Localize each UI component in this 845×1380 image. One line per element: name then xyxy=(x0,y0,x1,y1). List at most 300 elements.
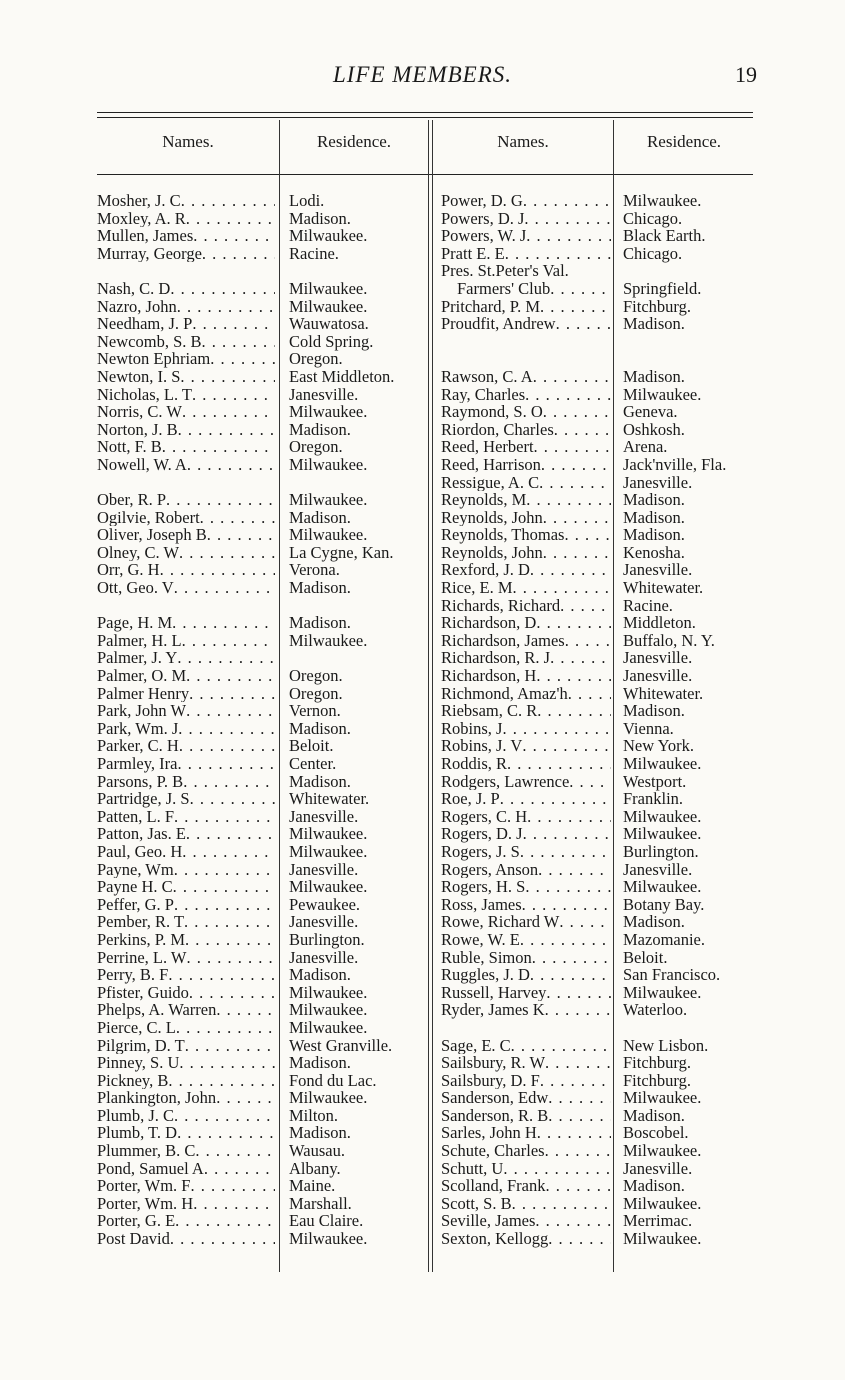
member-name-text: Ross, James xyxy=(441,895,522,914)
leader-dots xyxy=(192,315,275,333)
leader-dots xyxy=(186,702,275,720)
member-residence: Buffalo, N. Y. xyxy=(623,630,715,650)
member-name-text: Olney, C. W xyxy=(97,543,180,562)
member-name xyxy=(97,386,275,404)
member-residence: Cold Spring. xyxy=(289,331,374,351)
member-name-text: Powers, D. J xyxy=(441,209,525,228)
member-name-text: Parker, C. H xyxy=(97,737,179,755)
leader-dots xyxy=(511,1037,611,1055)
spacer xyxy=(441,350,611,368)
leader-dots xyxy=(500,790,611,808)
member-name xyxy=(441,614,611,632)
member-name xyxy=(97,702,275,720)
member-name-text: Ogilvie, Robert xyxy=(97,508,200,527)
leader-dots xyxy=(180,368,275,386)
member-name xyxy=(441,262,611,280)
member-name xyxy=(97,579,275,597)
member-name xyxy=(441,579,611,597)
member-residence: Madison. xyxy=(623,507,685,527)
member-name-text: Pinney, S. U xyxy=(97,1054,180,1072)
member-name-text: Payne, Wm xyxy=(97,860,174,879)
leader-dots xyxy=(525,878,611,896)
leader-dots xyxy=(168,1072,275,1090)
member-residence: Madison. xyxy=(289,578,351,598)
member-name-text: Pratt E. E xyxy=(441,244,505,263)
leader-dots xyxy=(189,984,275,1002)
top-rule-outer xyxy=(97,112,753,113)
member-name xyxy=(441,1054,611,1072)
member-residence: Geneva. xyxy=(623,402,678,422)
member-name-text: Parmley, Ira xyxy=(97,755,178,773)
member-residence: Milwaukee. xyxy=(623,824,702,844)
member-residence: Milwaukee. xyxy=(289,1017,368,1037)
member-name xyxy=(441,509,611,527)
leader-dots xyxy=(184,913,275,931)
member-name-text: Ruggles, J. D xyxy=(441,966,530,984)
leader-dots xyxy=(530,966,611,984)
page-title: LIFE MEMBERS. xyxy=(332,62,513,87)
leader-dots xyxy=(185,1037,275,1055)
member-name xyxy=(97,544,275,562)
leader-dots xyxy=(534,438,611,456)
member-residence: Madison. xyxy=(289,718,351,738)
member-residence: Janesville. xyxy=(289,384,359,404)
leader-dots xyxy=(177,649,275,667)
member-residence: Milwaukee. xyxy=(289,490,368,510)
member-name-text: Seville, James xyxy=(441,1212,536,1231)
member-name xyxy=(441,720,611,738)
member-name xyxy=(97,720,275,738)
member-name-text: Roddis, R xyxy=(441,755,508,773)
leader-dots xyxy=(548,1230,611,1248)
leader-dots xyxy=(190,1177,275,1195)
member-residence: Oregon. xyxy=(289,683,343,703)
member-residence: Racine. xyxy=(623,595,673,615)
member-name-text: Ryder, James K xyxy=(441,1001,545,1019)
member-name-text: Proudfit, Andrew xyxy=(441,315,556,333)
member-residence: Milwaukee. xyxy=(623,806,702,826)
member-residence: Chicago. xyxy=(623,243,683,263)
leader-dots xyxy=(192,386,275,404)
leader-dots xyxy=(548,1089,611,1107)
leader-dots xyxy=(172,614,275,632)
member-name xyxy=(441,843,611,861)
member-name-text: Sanderson, Edw xyxy=(441,1089,549,1107)
member-residence: Madison. xyxy=(289,1123,351,1143)
member-name-text: Raymond, S. O xyxy=(441,403,543,421)
member-name-text: Robins, J xyxy=(441,719,503,738)
member-name-text: Phelps, A. Warren xyxy=(97,1001,217,1019)
leader-dots xyxy=(545,1054,611,1072)
member-name-text: Porter, Wm. F xyxy=(97,1177,191,1195)
member-name xyxy=(441,1195,611,1213)
member-name xyxy=(441,403,611,421)
spacer xyxy=(289,262,424,280)
member-residence: Milwaukee. xyxy=(289,278,368,298)
member-name xyxy=(97,913,275,931)
member-name-text: Pritchard, P. M xyxy=(441,297,540,316)
member-residence: Milwaukee. xyxy=(289,1088,368,1108)
member-name xyxy=(441,438,611,456)
leader-dots xyxy=(526,227,611,245)
member-name xyxy=(97,210,275,228)
member-name-text: Sage, E. C xyxy=(441,1036,511,1055)
member-name-text: Sexton, Kellogg xyxy=(441,1230,549,1248)
leader-dots xyxy=(568,685,611,703)
member-residence: Oregon. xyxy=(289,666,343,686)
member-residence: Madison. xyxy=(289,419,351,439)
member-name-text: Patten, L. F xyxy=(97,807,174,826)
member-residence: Milwaukee. xyxy=(623,982,702,1002)
member-name xyxy=(441,1230,611,1248)
leader-dots xyxy=(522,737,611,755)
member-name-text: Palmer Henry xyxy=(97,684,190,703)
member-name-text: Ruble, Simon xyxy=(441,948,532,967)
spacer xyxy=(441,1019,611,1037)
leader-dots xyxy=(174,861,275,879)
leader-dots xyxy=(507,755,611,773)
member-name-text: Pres. St.Peter's Val. xyxy=(441,262,569,280)
member-name-text: Nazro, John xyxy=(97,297,177,316)
leader-dots xyxy=(524,210,611,228)
member-name-text: Reynolds, John xyxy=(441,543,543,562)
member-name-text: Mosher, J. C xyxy=(97,192,181,210)
member-name xyxy=(441,790,611,808)
member-name xyxy=(441,561,611,579)
member-name-text: Richardson, H xyxy=(441,667,537,685)
member-name xyxy=(97,1177,275,1195)
member-name xyxy=(441,1072,611,1090)
leader-dots xyxy=(210,350,275,368)
member-name-text: Ray, Charles xyxy=(441,385,526,404)
member-name xyxy=(441,966,611,984)
member-residence: Franklin. xyxy=(623,789,684,809)
leader-dots xyxy=(170,280,275,298)
running-header xyxy=(0,62,845,94)
member-name xyxy=(97,632,275,650)
member-residence: Madison. xyxy=(623,912,685,932)
member-residence: New Lisbon. xyxy=(623,1035,709,1055)
member-name-text: Roe, J. P xyxy=(441,790,500,808)
leader-dots xyxy=(179,737,275,755)
member-name-text: Nowell, W. A xyxy=(97,455,187,474)
member-name xyxy=(441,685,611,703)
member-residence: Boscobel. xyxy=(623,1123,689,1143)
member-residence: Madison. xyxy=(623,490,685,510)
member-residence: Madison. xyxy=(289,771,351,791)
member-name-text: Nash, C. D xyxy=(97,279,171,298)
member-name xyxy=(441,755,611,773)
member-name-text: Newton, I. S xyxy=(97,367,181,386)
member-name-text: Nott, F. B xyxy=(97,438,162,456)
leader-dots xyxy=(543,403,611,421)
member-residence: Botany Bay. xyxy=(623,894,705,914)
member-name-text: Pierce, C. L xyxy=(97,1018,176,1037)
member-name xyxy=(97,1037,275,1055)
member-name-text: Payne H. C xyxy=(97,878,173,896)
leader-dots xyxy=(174,1107,275,1125)
leader-dots xyxy=(183,773,275,791)
member-name xyxy=(441,667,611,685)
member-name-text: Rogers, J. S xyxy=(441,842,520,861)
member-name xyxy=(441,280,611,298)
leader-dots xyxy=(187,456,275,474)
member-name xyxy=(97,456,275,474)
member-residence: Janesville. xyxy=(289,859,359,879)
member-name-text: Palmer, O. M xyxy=(97,667,187,685)
member-residence: Madison. xyxy=(623,314,685,334)
member-residence: Janesville. xyxy=(623,859,693,879)
leader-dots xyxy=(545,1001,611,1019)
member-name-text: Robins, J. V xyxy=(441,737,523,755)
member-residence: Milwaukee. xyxy=(289,630,368,650)
member-residence: Fond du Lac. xyxy=(289,1070,377,1090)
member-name-text: Plumb, T. D xyxy=(97,1124,178,1143)
member-name xyxy=(97,737,275,755)
member-name xyxy=(97,773,275,791)
member-residence: Milwaukee. xyxy=(623,1141,702,1161)
member-name xyxy=(97,368,275,386)
leader-dots xyxy=(160,561,275,579)
leader-dots xyxy=(502,720,611,738)
member-residence: Beloit. xyxy=(623,947,668,967)
leader-dots xyxy=(540,298,611,316)
member-name-text: Riordon, Charles xyxy=(441,420,554,439)
member-residence: Burlington. xyxy=(289,929,365,949)
leader-dots xyxy=(513,579,612,597)
member-residence: Milwaukee. xyxy=(289,877,368,897)
leader-dots xyxy=(182,403,275,421)
leader-dots xyxy=(520,931,611,949)
member-name-text: Nicholas, L. T xyxy=(97,385,193,404)
member-name xyxy=(97,227,275,245)
member-residence: Madison. xyxy=(289,507,351,527)
leader-dots xyxy=(538,861,611,879)
member-name-text: Pickney, B xyxy=(97,1071,169,1090)
member-name-text: Sarles, John H xyxy=(441,1124,537,1143)
leader-dots xyxy=(527,808,611,826)
leader-dots xyxy=(162,438,275,456)
member-name xyxy=(97,878,275,896)
leader-dots xyxy=(174,579,275,597)
column-divider-3 xyxy=(613,120,614,1272)
member-name xyxy=(441,1212,611,1230)
leader-dots xyxy=(525,386,611,404)
leader-dots xyxy=(168,966,275,984)
member-name-text: Reed, Herbert xyxy=(441,438,534,456)
leader-dots xyxy=(537,1124,611,1142)
member-residence: Beloit. xyxy=(289,736,334,756)
leader-dots xyxy=(536,614,611,632)
member-residence: Chicago. xyxy=(623,208,683,228)
leader-dots xyxy=(522,896,611,914)
member-name-text: Schute, Charles xyxy=(441,1142,545,1160)
member-name-text: Palmer, H. L xyxy=(97,631,182,650)
leader-dots xyxy=(182,632,275,650)
member-name xyxy=(97,192,275,210)
member-residence: Milwaukee. xyxy=(289,841,368,861)
member-name-text: Plummer, B. C xyxy=(97,1142,196,1160)
member-name xyxy=(97,421,275,439)
leader-dots xyxy=(505,245,611,263)
member-name-text: Reynolds, John xyxy=(441,508,543,527)
member-name xyxy=(441,456,611,474)
leader-dots xyxy=(177,755,275,773)
leader-dots xyxy=(173,878,275,896)
leader-dots xyxy=(207,526,275,544)
member-name-text: Parsons, P. B xyxy=(97,772,184,791)
member-name-text: Peffer, G. P xyxy=(97,895,174,914)
member-residence: Milwaukee. xyxy=(623,1088,702,1108)
member-name-text: Richmond, Amaz'h xyxy=(441,684,568,703)
member-name xyxy=(97,843,275,861)
member-residence: Arena. xyxy=(623,437,668,457)
right-names-column xyxy=(441,192,611,1248)
leader-dots xyxy=(193,227,275,245)
spacer xyxy=(289,597,424,615)
member-name xyxy=(441,1160,611,1178)
member-residence: Maine. xyxy=(289,1176,336,1196)
column-divider-2b xyxy=(432,120,433,1272)
member-name-text: Rowe, W. E xyxy=(441,930,520,949)
member-residence: Oregon. xyxy=(289,349,343,369)
member-residence: Albany. xyxy=(289,1158,341,1178)
member-name xyxy=(97,509,275,527)
member-name-text: Plumb, J. C xyxy=(97,1106,175,1125)
member-residence: Milwaukee. xyxy=(623,754,702,773)
member-name xyxy=(97,808,275,826)
member-residence: Milwaukee. xyxy=(623,384,702,404)
member-residence: East Middleton. xyxy=(289,366,395,386)
member-residence: Oregon. xyxy=(289,437,343,457)
member-residence: Jack'nville, Fla. xyxy=(623,454,727,474)
leader-dots xyxy=(179,1054,275,1072)
col-header-residence-left: Residence. xyxy=(316,132,392,151)
spacer xyxy=(623,333,763,351)
leader-dots xyxy=(177,298,275,316)
member-name xyxy=(441,544,611,562)
member-name-text: Pilgrim, D. T xyxy=(97,1036,185,1055)
left-residence-column xyxy=(289,192,424,1248)
member-residence: Madison. xyxy=(623,1176,685,1196)
member-name-text: Reed, Harrison xyxy=(441,455,541,474)
leader-dots xyxy=(176,1019,275,1037)
member-name xyxy=(97,949,275,967)
member-name xyxy=(97,403,275,421)
member-name-text: Riebsam, C. R xyxy=(441,702,538,720)
leader-dots xyxy=(535,1212,611,1230)
leader-dots xyxy=(170,1230,275,1248)
leader-dots xyxy=(189,685,275,703)
member-residence: Springfield. xyxy=(623,278,702,298)
member-name xyxy=(97,984,275,1002)
member-name-text: Richardson, James xyxy=(441,631,565,650)
member-residence: Westport. xyxy=(623,771,687,791)
column-divider-1 xyxy=(279,120,280,1272)
member-name xyxy=(441,597,611,615)
member-residence: Janesville. xyxy=(289,912,359,932)
member-name xyxy=(441,1142,611,1160)
leader-dots xyxy=(523,825,611,843)
member-residence: Wauwatosa. xyxy=(289,314,369,334)
member-name xyxy=(441,1107,611,1125)
member-name-text: Scott, S. B xyxy=(441,1194,512,1213)
member-name xyxy=(97,667,275,685)
member-name xyxy=(97,649,275,667)
member-name xyxy=(441,368,611,386)
member-name-text: Murray, George xyxy=(97,244,202,263)
leader-dots xyxy=(565,632,611,650)
leader-dots xyxy=(526,491,611,509)
member-name xyxy=(441,210,611,228)
leader-dots xyxy=(533,368,611,386)
member-name-text: Powers, W. J xyxy=(441,227,527,245)
member-name xyxy=(97,315,275,333)
member-name-text: Schutt, U xyxy=(441,1159,504,1178)
leader-dots xyxy=(193,1195,275,1213)
leader-dots xyxy=(182,843,275,861)
leader-dots xyxy=(216,1001,275,1019)
leader-dots xyxy=(550,649,611,667)
member-residence: Center. xyxy=(289,754,337,773)
column-divider-2a xyxy=(428,120,429,1272)
leader-dots xyxy=(185,931,275,949)
member-name xyxy=(97,1124,275,1142)
member-name xyxy=(97,966,275,984)
member-residence: Eau Claire. xyxy=(289,1211,364,1231)
member-residence: Milwaukee. xyxy=(289,226,368,246)
leader-dots xyxy=(174,896,275,914)
leader-dots xyxy=(548,1107,611,1125)
member-residence: Madison. xyxy=(289,208,351,228)
member-name xyxy=(441,649,611,667)
member-name-text: Needham, J. P xyxy=(97,315,193,333)
member-name-text: Park, Wm. J xyxy=(97,719,179,738)
leader-dots xyxy=(175,1212,275,1230)
member-residence: Madison. xyxy=(623,701,685,721)
spacer xyxy=(289,474,424,492)
leader-dots xyxy=(536,667,611,685)
leader-dots xyxy=(546,984,611,1002)
member-name xyxy=(97,825,275,843)
member-name xyxy=(97,1195,275,1213)
member-name xyxy=(97,298,275,316)
leader-dots xyxy=(545,1142,611,1160)
leader-dots xyxy=(202,245,275,263)
member-name-text: Rawson, C. A xyxy=(441,367,533,386)
spacer xyxy=(623,262,763,280)
member-name xyxy=(441,192,611,210)
member-residence: Milwaukee. xyxy=(289,982,368,1002)
member-residence: Milton. xyxy=(289,1105,339,1125)
leader-dots xyxy=(174,808,275,826)
member-name xyxy=(97,1089,275,1107)
member-name-text: Ressigue, A. C xyxy=(441,473,540,492)
member-name-text: Scolland, Frank xyxy=(441,1177,546,1195)
leader-dots xyxy=(550,280,611,298)
member-name xyxy=(97,861,275,879)
member-name xyxy=(441,1089,611,1107)
member-name xyxy=(441,386,611,404)
member-residence: Janesville. xyxy=(289,806,359,826)
member-name xyxy=(97,438,275,456)
leader-dots xyxy=(503,1160,611,1178)
member-name xyxy=(97,280,275,298)
member-residence: Oshkosh. xyxy=(623,419,685,439)
leader-dots xyxy=(202,333,276,351)
member-residence: Marshall. xyxy=(289,1193,352,1213)
member-name-text: Oliver, Joseph B xyxy=(97,526,207,544)
